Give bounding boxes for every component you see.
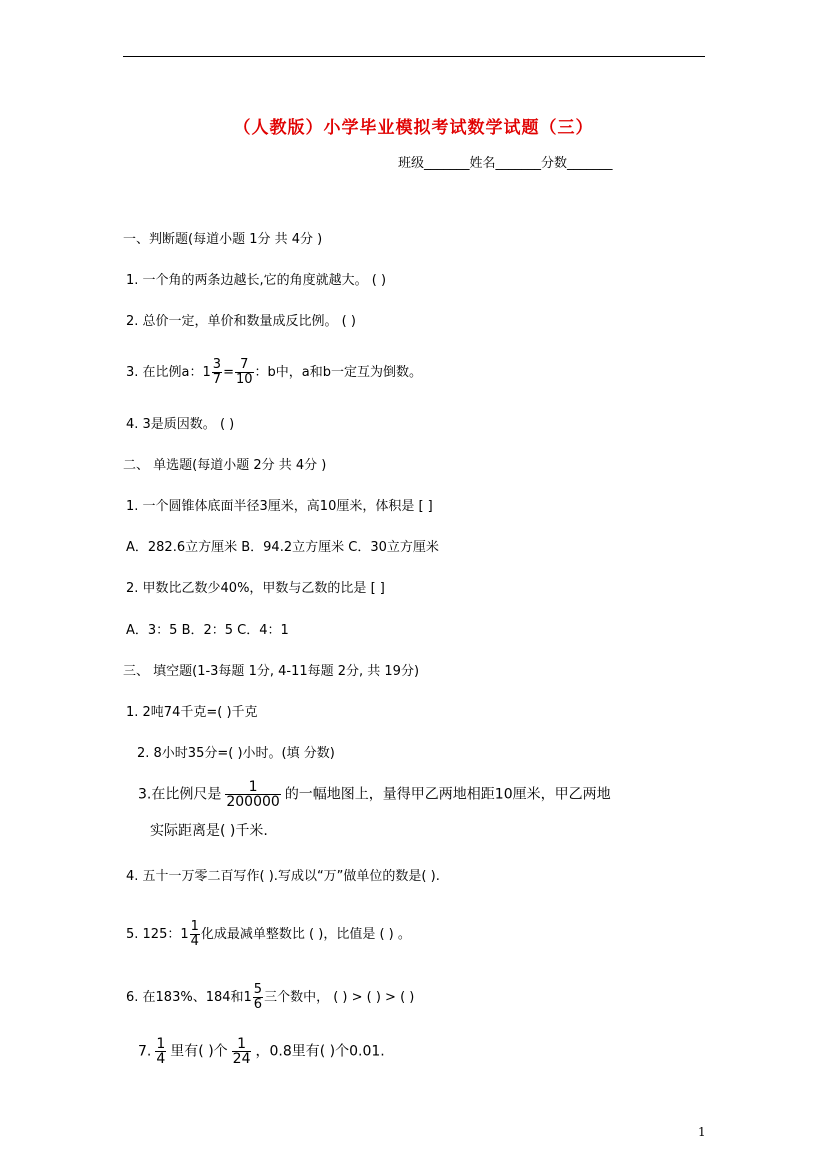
s1-question-1: 1. 一个角的两条边越长,它的角度就越大。 ( ) [126, 273, 387, 288]
s3-question-2: 2. 8小时35分=( )小时。(填 分数) [137, 746, 335, 761]
fraction-denominator: 4 [156, 1051, 166, 1067]
s3-q7-fraction-2 [232, 1037, 252, 1066]
s3-q7-text-c: ，0.8里有( )个0.01. [255, 1043, 385, 1060]
s1-q3-text-b: ：b中，a和b一定互为倒数。 [254, 365, 422, 380]
s2-question-2-options: A．3：5 B．2：5 C．4：1 [126, 623, 289, 638]
student-info-line: 班级_______姓名_______分数_______ [398, 156, 613, 171]
s1-q3-fraction-1 [212, 358, 222, 387]
s3-q3-text-a: 3.在比例尺是 [138, 786, 222, 803]
s3-q6-text-a: 6. 在183%、184和1 [126, 990, 252, 1005]
s3-q7-fraction-1 [155, 1037, 166, 1066]
s3-q5-fraction [190, 920, 200, 949]
fraction-denominator: 200000 [226, 794, 280, 810]
s1-question-2: 2. 总价一定，单价和数量成反比例。 ( ) [126, 314, 356, 329]
s3-q3-scale-fraction [225, 780, 280, 809]
fraction-numerator: 1 [190, 919, 199, 934]
s1-question-4: 4. 3是质因数。 ( ) [126, 417, 235, 432]
s3-question-3-cont: 实际距离是( )千米. [150, 823, 268, 839]
s2-question-1: 1. 一个圆锥体底面半径3厘米，高10厘米，体积是 [ ] [126, 499, 433, 514]
page-number: 1 [698, 1125, 706, 1139]
fraction-numerator: 1 [156, 1036, 166, 1052]
fraction-numerator: 7 [235, 358, 254, 373]
s3-q6-fraction [253, 983, 263, 1012]
fraction-denominator: 6 [253, 997, 263, 1012]
s1-q3-text-a: 3. 在比例a：1 [126, 365, 211, 380]
s3-question-5 [126, 920, 411, 949]
fraction-denominator: 7 [212, 372, 222, 387]
s1-q3-fraction-2 [235, 358, 254, 387]
section-2-heading: 二、 单选题(每道小题 2分 共 4分 ) [123, 458, 327, 473]
s3-question-1: 1. 2吨74千克=( )千克 [126, 705, 258, 720]
section-1-heading: 一、判断题(每道小题 1分 共 4分 ) [123, 232, 323, 247]
s3-q5-text-b: 化成最减单整数比 ( )，比值是 ( ) 。 [200, 927, 411, 942]
fraction-denominator: 4 [190, 934, 199, 949]
fraction-numerator: 5 [253, 982, 263, 997]
fraction-denominator: 24 [232, 1051, 251, 1067]
s3-q5-text-a: 5. 125：1 [126, 927, 189, 942]
s1-question-3 [126, 358, 422, 387]
fraction-numerator: 3 [212, 357, 222, 372]
s3-question-7 [138, 1037, 385, 1066]
s3-q7-text-b: 里有( )个 [170, 1043, 228, 1060]
header-rule [123, 56, 705, 57]
fraction-numerator: 1 [232, 1037, 252, 1052]
s2-question-1-options: A．282.6立方厘米 B．94.2立方厘米 C．30立方厘米 [126, 540, 439, 555]
fraction-denominator: 10 [235, 372, 253, 387]
section-3-heading: 三、 填空题(1-3每题 1分, 4-11每题 2分, 共 19分) [123, 664, 420, 679]
s1-q3-equals: = [223, 365, 234, 380]
fraction-numerator: 1 [225, 780, 280, 795]
s3-question-6 [126, 983, 414, 1012]
s3-q7-text-a: 7. [138, 1043, 152, 1060]
s3-question-4: 4. 五十一万零二百写作( ).写成以“万”做单位的数是( ). [126, 869, 440, 884]
s2-question-2: 2. 甲数比乙数少40%，甲数与乙数的比是 [ ] [126, 581, 385, 596]
s3-q3-text-b: 的一幅地图上，量得甲乙两地相距10厘米，甲乙两地 [284, 786, 611, 803]
s3-question-3 [138, 780, 611, 809]
page-title: （人教版）小学毕业模拟考试数学试题（三） [233, 118, 594, 138]
s3-q6-text-b: 三个数中， ( ) > ( ) > ( ) [264, 990, 415, 1005]
